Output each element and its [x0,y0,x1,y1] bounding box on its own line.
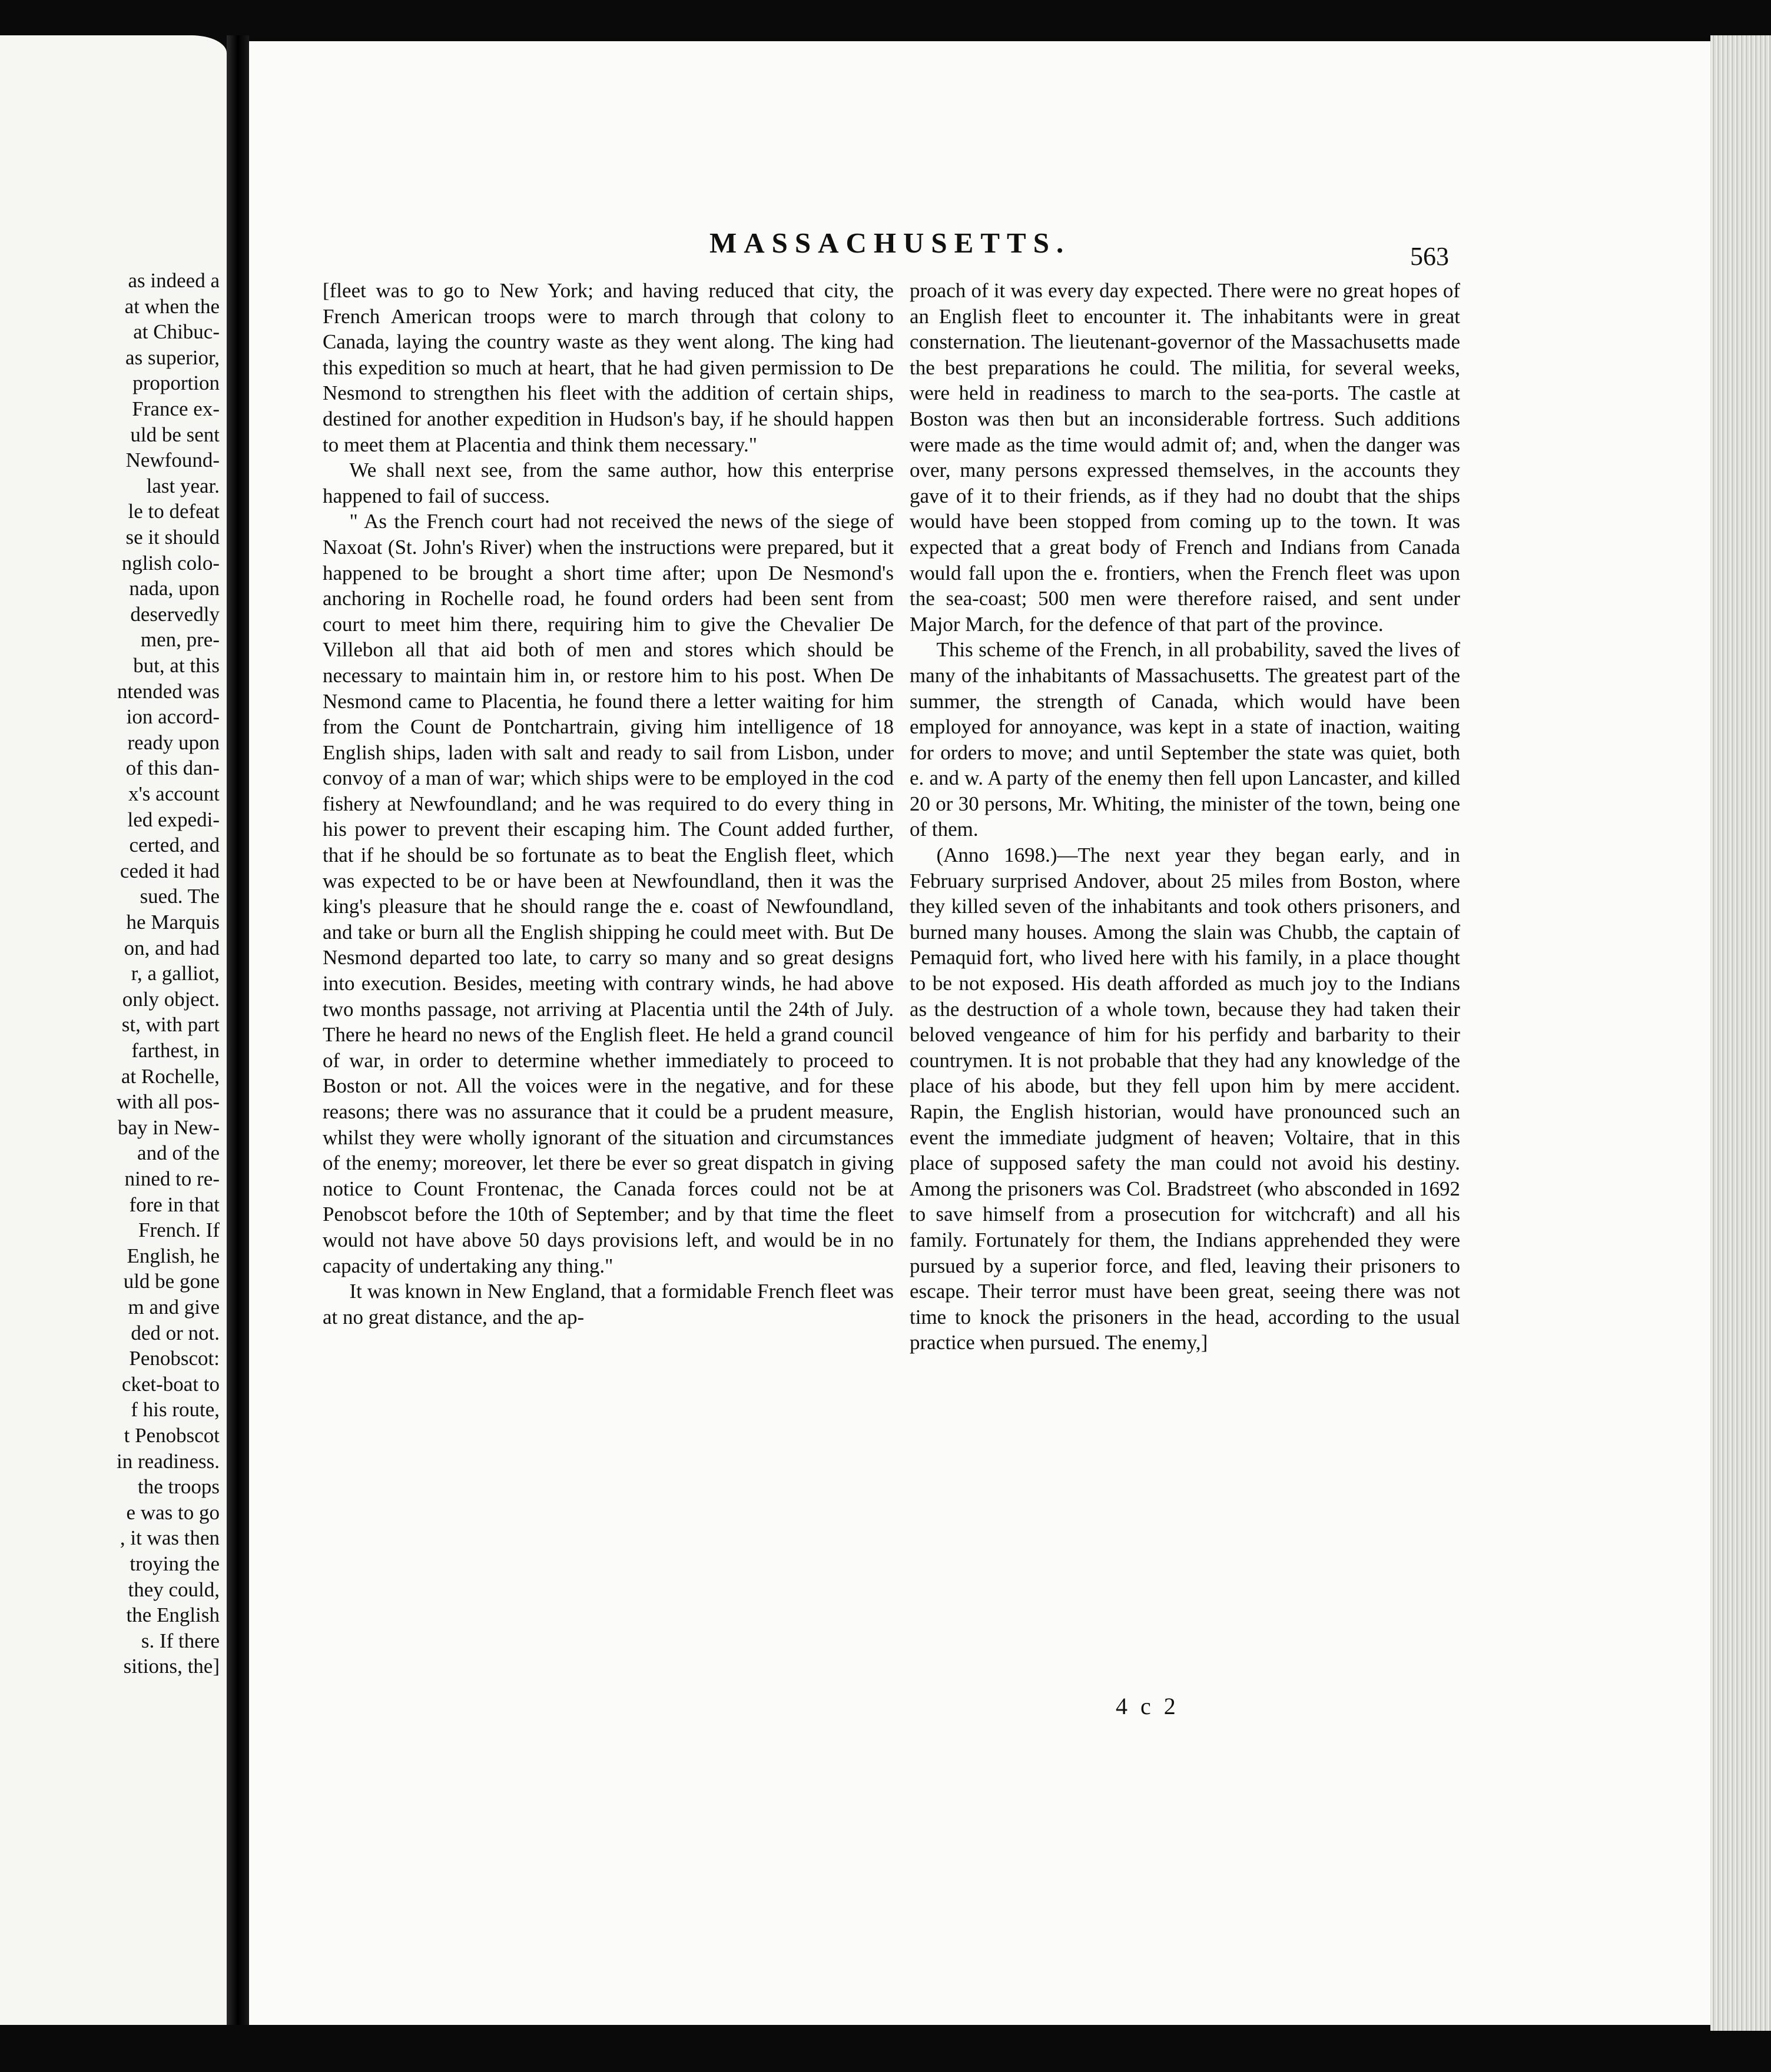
left-page-line: men, pre- [140,628,220,652]
left-page-line: le to defeat [128,500,220,523]
left-page-line: r, a galliot, [131,962,220,985]
page-number: 563 [1410,242,1449,271]
left-page-line: at Chibuc- [133,320,220,344]
left-page-line: bay in New- [117,1115,220,1139]
paragraph: This scheme of the French, in all probability, saved the lives of many of the inhabitants of Massachusetts. The greatest part of the summer, the strength of Canada, which would have been employed for annoyance, was kept in a state of inaction, waiting for orders to move; and until September the state was quiet, both e. and w. A party of the enemy then fell upon Lancaster, and killed 20 or 30 persons, Mr. Whiting, the minister of the town, being one of them. [910,638,1460,841]
book-gutter [227,35,249,2025]
left-page-line: uld be sent [130,423,220,446]
left-page-line: led expedi- [127,808,220,831]
left-page-line: , it was then [120,1526,220,1550]
left-page-line: at when the [124,294,220,318]
left-page-line: Newfound- [125,449,220,472]
left-page-line: and of the [137,1141,220,1165]
paragraph: " As the French court had not received the news of the siege of Naxoat (St. John's River) when the instructions were prepared, but it happened to be brought a short time after; upon De Nesmond's anchoring in Rochelle road, he found orders had been sent from court to meet him there, requiring him to give the Chevalier De Villebon all that aid both of men and stores which should be necessary to maintain him in, or restore him to his post. When De Nesmond came to Placentia, he found there a letter waiting for him from the Count de Pontchartrain, giving him intelligence of 18 English ships, laden with salt and ready to sail from Lisbon, under convoy of a man of war; which ships were to be employed in the cod fishery at Newfoundland; and he was required to do every thing in his power to prevent their escaping him. The Count added further, that if he should be so fortunate as to beat the English fleet, which was expected to be or have been at Newfoundland, then it was the king's pleasure that he should range the e. coast of Newfoundland, and take or burn all the English shipping he could meet with. But De Nesmond departed too late, to carry so many and so great designs into execution. Besides, meeting with contrary winds, he had above two months passage, not arriving at Placentia until the 24th of July. There he heard no news of the English fleet. He held a grand council of war, in order to determine whether immediately to proceed to Boston or not. All the voices were in the negative, and for these reasons; there was no assurance that it could be a prudent measure, whilst they were wholly ignorant of the situation and circumstances of the enemy; moreover, let there be ever so great dispatch in giving notice to Count Frontenac, the Canada forces could not be at Penobscot before the 10th of September; and by that time the fleet would not have above 50 days provisions left, and would be in no capacity of undertaking any thing." [323,510,894,1277]
left-page-line: nglish colo- [121,551,220,575]
left-page-line: ceded it had [120,859,220,882]
left-page-line: ion accord- [126,705,220,729]
left-page-line: st, with part [121,1013,220,1037]
left-page-line: ntended was [117,679,220,703]
left-page-line: sitions, the] [123,1655,220,1678]
left-page-line: the troops [137,1475,220,1499]
paragraph: It was known in New England, that a formidable French fleet was at no great distance, and the ap- [323,1280,894,1329]
left-page-line: proportion [132,371,220,395]
left-page-line: France ex- [132,397,220,420]
left-page-line: s. If there [141,1629,220,1652]
left-page-line: last year. [146,474,220,497]
left-page-line: cket-boat to [121,1372,220,1396]
left-page-line: on, and had [124,936,220,959]
paragraph: (Anno 1698.)—The next year they began early, and in February surprised Andover, about 25 miles from Boston, where they killed seven of the inhabitants and took others prisoners, and burned many houses. Among the slain was Chubb, the captain of Pemaquid fort, who lived here with his family, in a place thought to be not exposed. His death afforded as much joy to the Indians as the destruction of a whole town, because they had taken their beloved vengeance of him for his perfidy and barbarity to their countrymen. It is not probable that they had any knowledge of the place of his abode, but they fell upon him by mere accident. Rapin, the English historian, would have pronounced such an event the immediate judgment of heaven; Voltaire, that in this place of supposed safety the man could not avoid his destiny. Among the prisoners was Col. Bradstreet (who absconded in 1692 to save himself from a prosecution for witchcraft) and all his family. Fortunately for them, the Indians apprehended they were pursued by a superior force, and fled, leaving their prisoners to escape. Their terror must have been great, seeing there was not time to knock the prisoners in the head, according to the usual practice when pursued. The enemy,] [910,844,1460,1354]
left-page-line: f his route, [131,1398,220,1422]
left-page-line: he Marquis [126,911,220,934]
left-page-fragment [0,35,227,2025]
left-page-line: in readiness. [117,1449,220,1473]
paragraph: We shall next see, from the same author, how this enterprise happened to fail of success. [323,459,894,507]
running-header: MASSACHUSETTS. [709,227,1071,259]
left-page-line: se it should [125,526,220,549]
left-page-line: nada, upon [129,577,220,600]
left-page-line: nined to re- [124,1167,220,1190]
left-page-line: troying the [130,1552,220,1575]
left-page-line: at Rochelle, [121,1064,220,1088]
paragraph: proach of it was every day expected. There were no great hopes of an English fleet to encounter it. The inhabitants were in great consternation. The lieutenant-governor of the Massachusetts made the best preparations he could. The militia, for several weeks, were held in readiness to march to the sea-ports. The castle at Boston was then but an inconsiderable fortress. Such additions were made as the time would admit of; and, when the danger was over, many persons expressed themselves, in the accounts they gave of it to their friends, as if they had no doubt that the ships would have been stopped from coming up to the town. It was expected that a great body of French and Indians from Canada would fall upon the e. frontiers, when the French fleet was upon the sea-coast; 500 men were therefore raised, and sent under Major March, for the defence of that part of the province. [910,279,1460,636]
left-page-line: deservedly [130,602,220,626]
text-column-right [910,278,1460,1356]
left-page-line: fore in that [129,1193,220,1216]
left-page-line: uld be gone [123,1270,220,1293]
left-page-line: they could, [128,1578,220,1601]
left-page-line: French. If [138,1218,220,1242]
left-page-line: as indeed a [128,269,220,292]
left-page-line: x's account [128,782,220,805]
left-page-line: ready upon [127,730,220,754]
left-page-line: English, he [127,1244,220,1267]
left-page-line: but, at this [133,654,220,677]
left-page-line: as superior, [125,346,220,369]
left-page-line: sued. The [140,885,220,908]
text-column-left [323,278,894,1330]
left-page-line: Penobscot: [129,1347,220,1370]
left-page-line: t Penobscot [124,1424,220,1447]
left-page-line: only object. [122,987,220,1011]
left-page-line: with all pos- [117,1090,220,1114]
left-page-line: the English [126,1603,220,1627]
signature-mark: 4 c 2 [1116,1693,1179,1719]
left-page-line: m and give [128,1296,220,1319]
left-page-line: farthest, in [131,1039,220,1062]
paragraph: [fleet was to go to New York; and having reduced that city, the French American troops were to march through that colony to Canada, laying the country waste as they went along. The king had this expedition so much at heart, that he had given permission to De Nesmond to strengthen his fleet with the addition of certain ships, destined for another expedition in Hudson's bay, if he should happen to meet them at Placentia and think them necessary." [323,279,894,456]
left-page-line: e was to go [126,1500,220,1524]
left-page-line: ded or not. [131,1321,220,1344]
left-page-line: of this dan- [125,756,220,780]
left-page-line: certed, and [129,834,220,857]
page-edges [1710,35,1771,2031]
